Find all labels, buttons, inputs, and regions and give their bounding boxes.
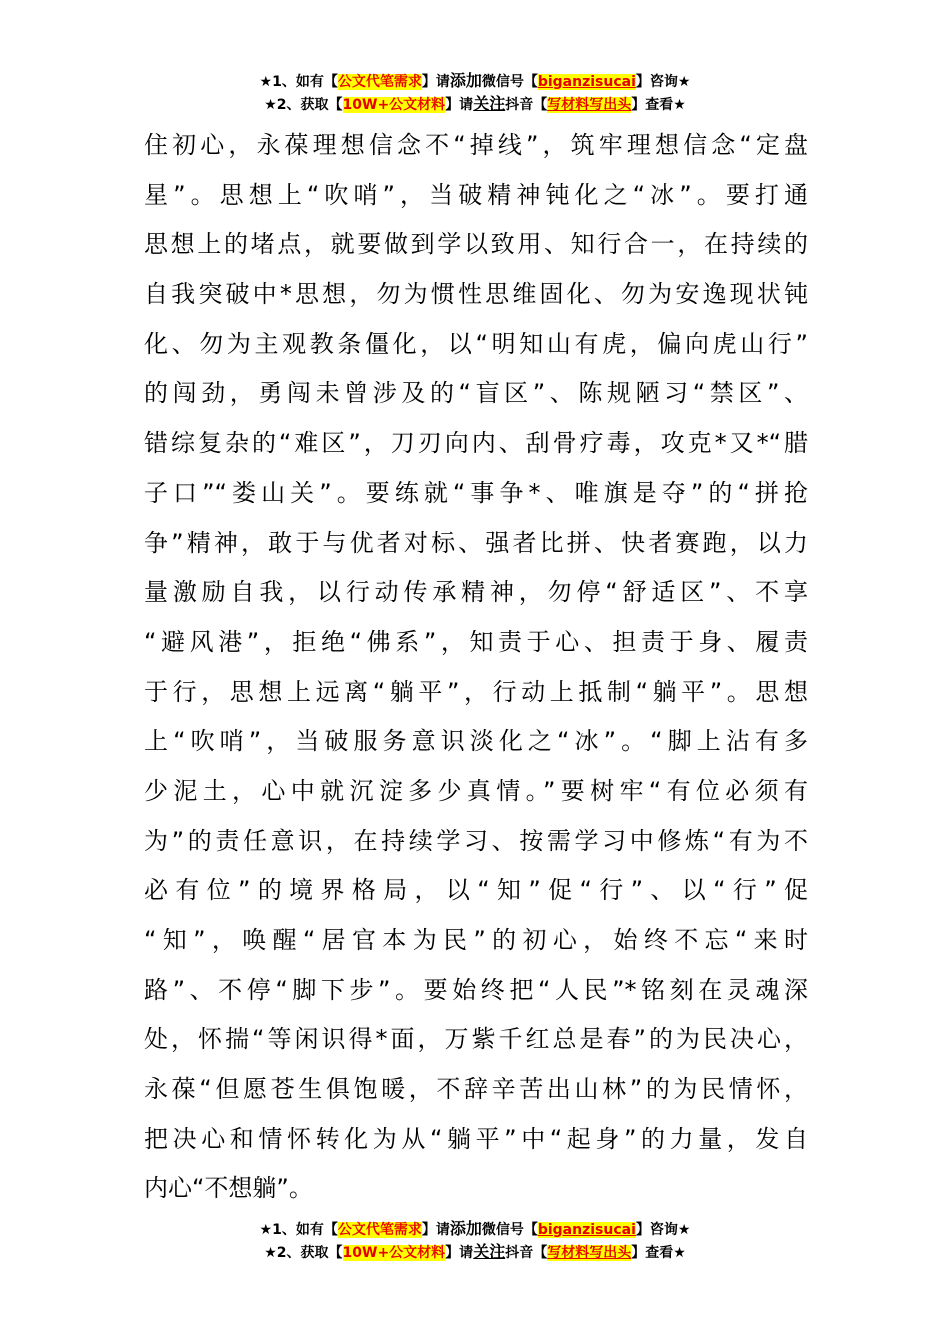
body-line: 思想上的堵点，就要做到学以致用、知行合一，在持续的	[144, 230, 808, 259]
banner-line-1: ★1、如有【公文代笔需求】请添加微信号【biganzisucai】咨询★	[259, 71, 691, 90]
body-line: 的闯劲，勇闯未曾涉及的“盲区”、陈规陋习“禁区”、	[144, 379, 808, 408]
body-line: 自我突破中*思想，勿为惯性思维固化、勿为安逸现状钝	[144, 280, 808, 309]
document-body	[144, 125, 808, 1218]
body-line: “知”，唤醒“居官本为民”的初心，始终不忘“来时	[144, 926, 808, 954]
body-line: 为”的责任意识，在持续学习、按需学习中修炼“有为不	[144, 826, 808, 855]
banner-line-2: ★2、获取【10W+公文材料】请关注抖音【写材料写出头】查看★	[264, 94, 686, 113]
body-line: 争”精神，敢于与优者对标、强者比拼、快者赛跑，以力	[144, 528, 808, 557]
banner-highlight-materials: 10W+公文材料	[342, 97, 446, 113]
banner-highlight-douyin: 写材料写出头	[547, 1245, 632, 1261]
banner-line-1: ★1、如有【公文代笔需求】请添加微信号【biganzisucai】咨询★	[259, 1219, 691, 1238]
body-line: 星”。思想上“吹哨”，当破精神钝化之“冰”。要打通	[144, 180, 808, 209]
body-line: 少泥土，心中就沉淀多少真情。”要树牢“有位必须有	[144, 776, 808, 805]
body-line: 化、勿为主观教条僵化，以“明知山有虎，偏向虎山行”	[144, 329, 808, 358]
body-line: 上“吹哨”，当破服务意识淡化之“冰”。“脚上沾有多	[144, 727, 808, 756]
body-line: 子口”“娄山关”。要练就“事争*、唯旗是夺”的“拼抢	[144, 478, 808, 507]
body-line: “避风港”，拒绝“佛系”，知责于心、担责于身、履责	[144, 627, 808, 656]
body-line: 量激励自我，以行动传承精神，勿停“舒适区”、不享	[144, 578, 808, 607]
banner-line-2: ★2、获取【10W+公文材料】请关注抖音【写材料写出头】查看★	[264, 1242, 686, 1261]
banner-highlight-service: 公文代笔需求	[337, 1222, 422, 1238]
banner-highlight-materials: 10W+公文材料	[342, 1245, 446, 1261]
body-line: 住初心，永葆理想信念不“掉线”，筑牢理想信念“定盘	[144, 131, 808, 159]
body-line: 永葆“但愿苍生俱饱暖，不辞辛苦出山林”的为民情怀，	[144, 1075, 808, 1104]
body-line: 路”、不停“脚下步”。要始终把“人民”*铭刻在灵魂深	[144, 975, 808, 1004]
header-banner	[0, 70, 950, 116]
body-line: 必有位”的境界格局，以“知”促“行”、以“行”促	[144, 876, 808, 905]
banner-highlight-service: 公文代笔需求	[337, 74, 422, 90]
banner-highlight-wechat: biganzisucai	[537, 1222, 636, 1238]
footer-banner	[0, 1218, 950, 1264]
body-line: 于行，思想上远离“躺平”，行动上抵制“躺平”。思想	[144, 677, 808, 706]
banner-highlight-douyin: 写材料写出头	[547, 97, 632, 113]
body-line: 内心“不想躺”。	[144, 1174, 313, 1203]
body-line: 把决心和情怀转化为从“躺平”中“起身”的力量，发自	[144, 1124, 808, 1153]
banner-highlight-wechat: biganzisucai	[537, 74, 636, 90]
body-line: 处，怀揣“等闲识得*面，万紫千红总是春”的为民决心，	[144, 1025, 808, 1054]
body-line: 错综复杂的“难区”，刀刃向内、刮骨疗毒，攻克*又*“腊	[144, 429, 808, 458]
